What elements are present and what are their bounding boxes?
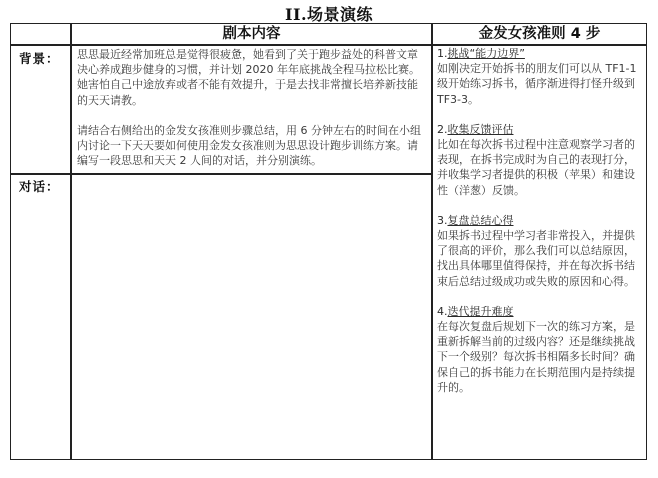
background-cell [77, 47, 422, 168]
step-2-title: 收集反馈评估 [447, 122, 514, 136]
step-4-body: 在每次复盘后规划下一次的练习方案，是重新拆解当前的过级内容？还是继续挑战下一个级别？每次拆书相隔多长时间？确保自己的拆书能力在长期范围内是持续提升的。 [437, 320, 635, 394]
instruction-paragraph: 请结合右侧给出的金发女孩准则步骤总结，用 6 分钟左右的时间在小组内讨论一下天天要如何使用金发女孩准则为思思设计跑步训练方案。请编写一段思思和天天 2 人间的对话，并分别演练。 [77, 123, 421, 168]
step-1-body: 如刚决定开始拆书的朋友们可以从 TF1-1 级开始练习拆书，循序渐进得打怪升级到 TF3-3。 [437, 62, 637, 106]
row-label-dialogue: 对话： [19, 179, 60, 194]
column-divider-2 [431, 24, 433, 459]
row-label-background: 背景： [19, 51, 60, 66]
header-label-column [11, 24, 70, 45]
step-2-number: 2. [437, 122, 448, 136]
step-1-number: 1. [437, 47, 448, 60]
step-4-number: 4. [437, 304, 448, 318]
step-1 [437, 46, 637, 107]
step-4-title: 迭代提升难度 [447, 304, 514, 318]
step-3 [437, 213, 637, 289]
step-3-body: 如果拆书过程中学习者非常投入，并提供了很高的评价，那么我们可以总结原因，找出具体哪里值得保持，并在每次拆书结束后总结过级成功或失败的原因和心得。 [437, 229, 635, 288]
step-3-number: 3. [437, 213, 448, 227]
scenario-table [10, 23, 647, 460]
background-paragraph: 思思最近经常加班总是觉得很疲惫，她看到了关于跑步益处的科普文章决心养成跑步健身的习惯，并计划 2020 年年底挑战全程马拉松比赛。她害怕自己中途放弃或者不能有效提升，于是去找非常擅长培养新技能的天天请教。 [77, 48, 420, 107]
step-3-title: 复盘总结心得 [447, 213, 514, 227]
goldilocks-steps [437, 46, 637, 410]
step-2 [437, 122, 637, 198]
header-goldilocks-rule: 金发女孩准则 4 步 [478, 26, 601, 42]
page-title: II.场景演练 [284, 5, 374, 24]
step-1-title: 挑战“能力边界” [447, 47, 525, 60]
step-2-body: 比如在每次拆书过程中注意观察学习者的表现，在拆书完成时为自己的表现打分，并收集学习者提供的积极（苹果）和建设性（洋葱）反馈。 [437, 138, 635, 197]
dialogue-input-area[interactable] [72, 175, 431, 459]
header-script-content: 剧本内容 [222, 26, 281, 42]
step-4 [437, 304, 637, 395]
